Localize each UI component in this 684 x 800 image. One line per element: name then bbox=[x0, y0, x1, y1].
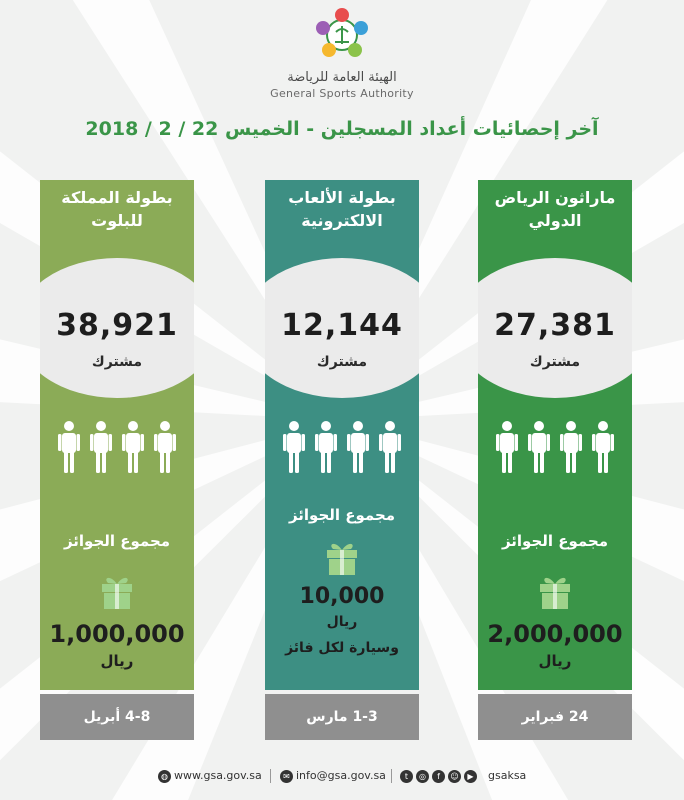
event-card-egames bbox=[265, 180, 419, 690]
event-date-marathon: 24 فبراير bbox=[478, 694, 632, 740]
prizes-label: مجموع الجوائز bbox=[63, 532, 171, 550]
participants-count: 27,381 bbox=[494, 308, 616, 343]
prizes-label: مجموع الجوائز bbox=[501, 532, 609, 550]
twitter-icon[interactable]: t bbox=[400, 770, 413, 783]
event-card-baloot bbox=[40, 180, 194, 690]
event-title: ماراثون الرياض الدولي bbox=[494, 188, 616, 230]
event-title: بطولة الألعاب الالكترونية bbox=[288, 188, 396, 230]
event-title: بطولة المملكة للبلوت bbox=[61, 188, 173, 230]
gift-icon bbox=[100, 572, 134, 610]
social-icons bbox=[400, 766, 480, 786]
gsa-logo bbox=[300, 6, 384, 68]
event-date-egames: 1-3 مارس bbox=[265, 694, 419, 740]
facebook-icon[interactable]: f bbox=[432, 770, 445, 783]
people-icon bbox=[495, 420, 615, 476]
mail-icon: ✉ bbox=[280, 770, 293, 783]
event-card-marathon bbox=[478, 180, 632, 690]
website-link[interactable]: ◍ www.gsa.gov.sa bbox=[158, 766, 262, 786]
participants-unit: مشترك bbox=[529, 354, 581, 370]
prize-amount: 1,000,000 bbox=[49, 620, 185, 648]
youtube-icon[interactable]: ▶ bbox=[464, 770, 477, 783]
event-date-baloot: 4-8 أبريل bbox=[40, 694, 194, 740]
people-icon bbox=[282, 420, 402, 476]
participants-unit: مشترك bbox=[91, 354, 143, 370]
social-handle[interactable]: gsaksa bbox=[488, 769, 527, 782]
participants-unit: مشترك bbox=[316, 354, 368, 370]
gift-icon bbox=[325, 538, 359, 576]
snapchat-icon[interactable]: ☺ bbox=[448, 770, 461, 783]
globe-icon: ◍ bbox=[158, 770, 171, 783]
page-headline: آخر إحصائيات أعداد المسجلين - الخميس 22 / 2 / 2018 bbox=[85, 118, 599, 140]
people-icon bbox=[57, 420, 177, 476]
footer-divider bbox=[391, 769, 392, 783]
footer-divider bbox=[270, 769, 271, 783]
prize-extra: وسيارة لكل فائز bbox=[285, 640, 399, 656]
participants-count: 38,921 bbox=[56, 308, 178, 343]
prizes-label: مجموع الجوائز bbox=[288, 506, 396, 524]
prize-currency: ريال bbox=[538, 652, 572, 670]
gift-icon bbox=[538, 572, 572, 610]
prize-amount: 10,000 bbox=[299, 584, 385, 609]
email-link[interactable]: ✉ info@gsa.gov.sa bbox=[280, 766, 386, 786]
org-name-english: General Sports Authority bbox=[270, 87, 414, 100]
footer bbox=[0, 766, 684, 786]
prize-amount: 2,000,000 bbox=[487, 620, 623, 648]
prize-currency: ريال bbox=[100, 652, 134, 670]
instagram-icon[interactable]: ◎ bbox=[416, 770, 429, 783]
participants-count: 12,144 bbox=[281, 308, 403, 343]
org-name-arabic: الهيئة العامة للرياضة bbox=[287, 70, 397, 85]
prize-currency: ريال bbox=[326, 614, 358, 630]
